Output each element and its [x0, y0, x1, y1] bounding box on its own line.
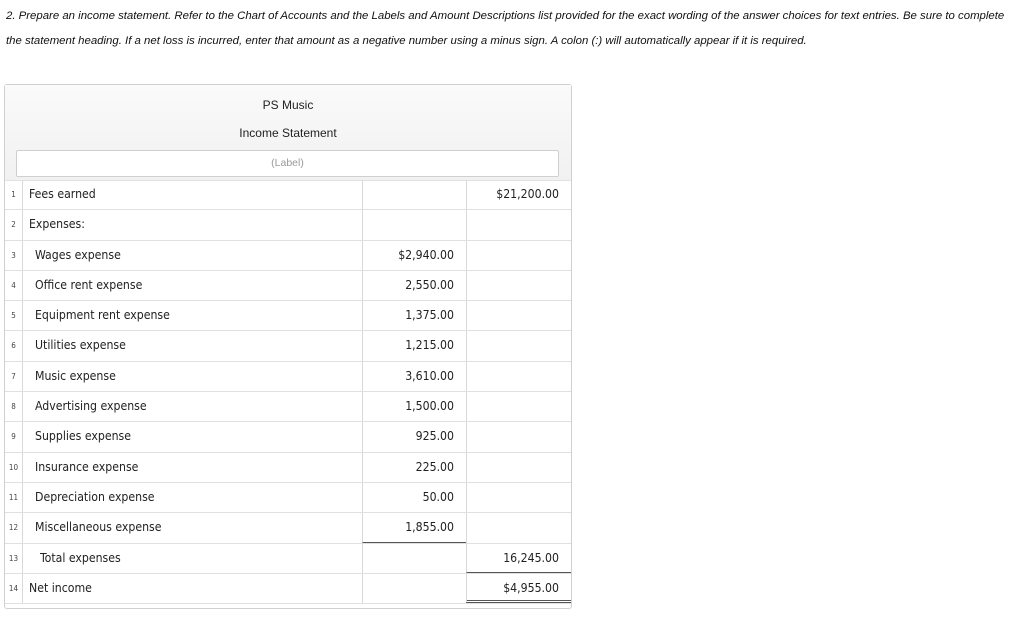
table-row	[5, 241, 571, 271]
amount-input-col1[interactable]: 2,550.00	[362, 271, 466, 300]
row-number: 11	[8, 492, 19, 502]
amount-input-col2[interactable]	[466, 483, 571, 512]
instructions-text: 2. Prepare an income statement. Refer to the Chart of Accounts and the Labels and Amount Descriptions list provided for the exact wording of the answer choices for text entries. Be sure to complete the statement heading. If a net loss is incurred, enter that amount as a negative number using a minus sign. A colon (:) will automatically appear if it is required.	[6, 10, 1005, 47]
amount-input-col2[interactable]: $21,200.00	[466, 180, 571, 209]
row-number: 3	[11, 250, 16, 260]
amount-input-col2[interactable]	[466, 271, 571, 300]
amount-input-col2[interactable]	[466, 513, 571, 542]
amount-input-col1[interactable]: 225.00	[362, 453, 466, 482]
amount-input-col2[interactable]	[466, 362, 571, 391]
row-number: 2	[11, 220, 16, 230]
table-row	[5, 453, 571, 483]
company-name: PS Music	[262, 98, 314, 112]
amount-input-col1[interactable]: 1,215.00	[362, 331, 466, 360]
income-statement-panel	[4, 84, 572, 609]
amount-input-col1[interactable]: 925.00	[362, 422, 466, 451]
row-number: 4	[11, 280, 16, 290]
table-row	[5, 513, 571, 543]
amount-input-col1[interactable]: 50.00	[362, 483, 466, 512]
row-number: 5	[11, 311, 16, 321]
row-number: 8	[11, 402, 16, 412]
row-label-input[interactable]: Miscellaneous expense	[22, 513, 362, 542]
amount-input-col2[interactable]	[466, 392, 571, 421]
row-number: 7	[11, 371, 16, 381]
table-row	[5, 180, 571, 210]
row-label-input[interactable]: Total expenses	[22, 544, 362, 573]
table-row	[5, 574, 571, 604]
table-row	[5, 483, 571, 513]
row-label-input[interactable]: Fees earned	[22, 180, 362, 209]
amount-input-col1[interactable]	[362, 544, 466, 573]
amount-input-col2[interactable]	[466, 331, 571, 360]
row-label-input[interactable]: Wages expense	[22, 241, 362, 270]
amount-input-col1[interactable]: 1,375.00	[362, 301, 466, 330]
row-number: 1	[11, 190, 16, 199]
table-row	[5, 392, 571, 422]
row-label-input[interactable]: Expenses:	[22, 210, 362, 239]
row-number: 12	[8, 523, 19, 533]
amount-input-col2[interactable]	[466, 453, 571, 482]
row-label-input[interactable]: Advertising expense	[22, 392, 362, 421]
amount-input-col1[interactable]: 1,500.00	[362, 392, 466, 421]
row-label-input[interactable]: Office rent expense	[22, 271, 362, 300]
row-label-input[interactable]: Music expense	[22, 362, 362, 391]
amount-input-col1[interactable]	[362, 180, 466, 209]
amount-input-col2[interactable]: $4,955.00	[466, 574, 571, 603]
statement-title: Income Statement	[239, 126, 337, 140]
table-row	[5, 422, 571, 452]
row-label-input[interactable]: Depreciation expense	[22, 483, 362, 512]
row-label-input[interactable]: Equipment rent expense	[22, 301, 362, 330]
row-label-input[interactable]: Utilities expense	[22, 331, 362, 360]
table-row	[5, 271, 571, 301]
amount-input-col2[interactable]	[466, 241, 571, 270]
amount-input-col2[interactable]	[466, 301, 571, 330]
row-number: 13	[8, 553, 19, 563]
row-label-input[interactable]: Insurance expense	[22, 453, 362, 482]
statement-rows	[5, 180, 571, 604]
amount-input-col2[interactable]: 16,245.00	[466, 544, 571, 573]
amount-input-col1[interactable]	[362, 210, 466, 239]
table-row	[5, 210, 571, 240]
table-row	[5, 331, 571, 361]
row-number: 6	[11, 341, 16, 351]
amount-input-col2[interactable]	[466, 422, 571, 451]
table-row	[5, 362, 571, 392]
row-number: 14	[8, 583, 19, 593]
row-number: 10	[8, 462, 19, 472]
table-row	[5, 544, 571, 574]
amount-input-col1[interactable]: 3,610.00	[362, 362, 466, 391]
amount-input-col1[interactable]	[362, 574, 466, 603]
amount-input-col1[interactable]: 1,855.00	[362, 513, 466, 542]
amount-input-col2[interactable]	[466, 210, 571, 239]
row-label-input[interactable]: Net income	[22, 574, 362, 603]
table-row	[5, 301, 571, 331]
row-number: 9	[11, 432, 16, 442]
date-label-input[interactable]: (Label)	[16, 150, 559, 177]
amount-input-col1[interactable]: $2,940.00	[362, 241, 466, 270]
row-label-input[interactable]: Supplies expense	[22, 422, 362, 451]
